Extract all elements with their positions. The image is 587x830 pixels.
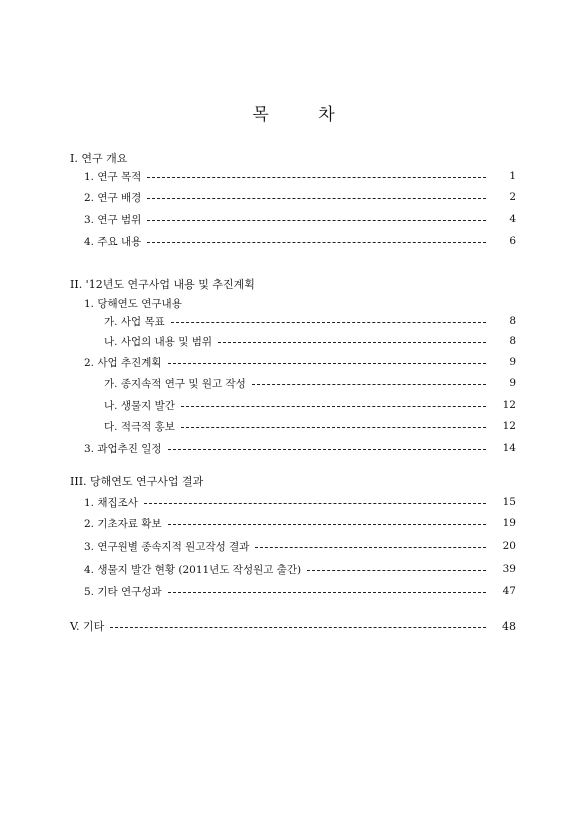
toc-entry-page: 19 xyxy=(502,517,516,529)
toc-entry[interactable] xyxy=(104,398,516,412)
toc-entry-page: 14 xyxy=(502,442,516,454)
section-heading-2: II. '12년도 연구사업 내용 및 추진계획 xyxy=(70,278,255,291)
toc-entry[interactable] xyxy=(70,619,516,633)
dot-leader xyxy=(147,198,486,199)
toc-entry[interactable] xyxy=(84,190,516,204)
dot-leader xyxy=(168,592,486,593)
toc-entry-label: 가. 사업 목표 xyxy=(104,315,165,328)
toc-entry[interactable] xyxy=(84,562,516,576)
toc-entry-page: 2 xyxy=(509,191,516,203)
toc-entry-label: 5. 기타 연구성과 xyxy=(84,585,162,598)
toc-entry-label: 2. 사업 추진계획 xyxy=(84,356,162,369)
section-heading-5: V. 기타 xyxy=(70,620,105,633)
toc-entry-label: 4. 주요 내용 xyxy=(84,235,142,248)
toc-entry-label: 3. 연구원별 종속지적 원고작성 결과 xyxy=(84,540,250,553)
toc-entry-page: 6 xyxy=(509,235,516,247)
toc-entry[interactable] xyxy=(104,334,516,348)
dot-leader xyxy=(252,384,486,385)
toc-entry-label: 나. 생물지 발간 xyxy=(104,399,175,412)
toc-entry[interactable] xyxy=(84,212,516,226)
dot-leader xyxy=(147,220,486,221)
page-title: 목 차 xyxy=(252,105,357,125)
dot-leader xyxy=(168,449,486,450)
toc-entry-page: 48 xyxy=(502,619,516,633)
subsection-heading: 1. 당해연도 연구내용 xyxy=(84,298,182,310)
toc-entry-page: 1 xyxy=(509,170,516,182)
toc-entry[interactable] xyxy=(84,169,516,183)
toc-entry[interactable] xyxy=(104,376,516,390)
toc-entry-label: 3. 연구 범위 xyxy=(84,213,142,226)
toc-entry-page: 9 xyxy=(509,356,516,368)
toc-entry[interactable] xyxy=(84,539,516,553)
toc-entry-label: 가. 종지속적 연구 및 원고 작성 xyxy=(104,377,246,390)
toc-entry-page: 15 xyxy=(502,496,516,508)
toc-entry-page: 8 xyxy=(509,335,516,347)
toc-entry-label: 4. 생물지 발간 현황 (2011년도 작성원고 출간) xyxy=(84,563,302,576)
toc-entry[interactable] xyxy=(104,314,516,328)
dot-leader xyxy=(168,524,486,525)
toc-entry-label: 다. 적극적 홍보 xyxy=(104,420,175,433)
toc-entry[interactable] xyxy=(84,441,516,455)
toc-entry-page: 4 xyxy=(509,213,516,225)
section-heading-1: I. 연구 개요 xyxy=(70,152,128,165)
toc-entry[interactable] xyxy=(84,234,516,248)
toc-entry-label: 1. 채집조사 xyxy=(84,496,138,509)
toc-entry[interactable] xyxy=(104,419,516,433)
toc-entry-page: 39 xyxy=(502,563,516,575)
dot-leader xyxy=(255,547,486,548)
section-heading-3: III. 당해연도 연구사업 결과 xyxy=(70,475,204,488)
dot-leader xyxy=(307,570,486,571)
toc-entry-page: 9 xyxy=(509,377,516,389)
dot-leader xyxy=(181,406,486,407)
toc-entry-page: 12 xyxy=(502,399,516,411)
toc-entry-label: 2. 기초자료 확보 xyxy=(84,517,162,530)
dot-leader xyxy=(110,627,486,628)
toc-entry[interactable] xyxy=(84,495,516,509)
dot-leader xyxy=(147,177,486,178)
toc-entry-page: 8 xyxy=(509,315,516,327)
dot-leader xyxy=(171,322,486,323)
dot-leader xyxy=(168,363,486,364)
toc-entry-page: 20 xyxy=(502,540,516,552)
toc-entry[interactable] xyxy=(84,584,516,598)
dot-leader xyxy=(147,242,486,243)
toc-entry-label: 1. 연구 목적 xyxy=(84,170,142,183)
dot-leader xyxy=(181,427,486,428)
toc-entry-label: 나. 사업의 내용 및 범위 xyxy=(104,335,212,348)
toc-entry-label: 2. 연구 배경 xyxy=(84,191,142,204)
toc-entry-label: 3. 과업추진 일정 xyxy=(84,442,162,455)
dot-leader xyxy=(218,342,486,343)
dot-leader xyxy=(144,503,486,504)
toc-entry[interactable] xyxy=(84,355,516,369)
toc-entry-page: 12 xyxy=(502,420,516,432)
toc-entry[interactable] xyxy=(84,516,516,530)
toc-entry-page: 47 xyxy=(502,585,516,597)
